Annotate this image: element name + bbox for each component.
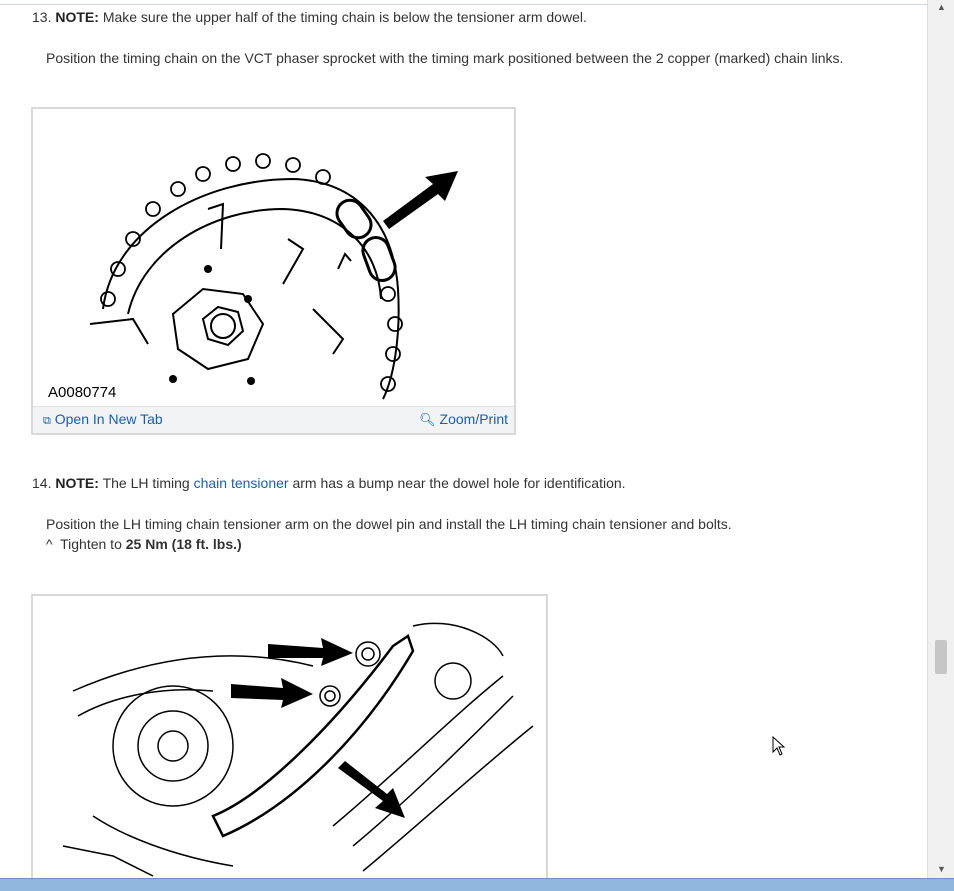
step-14-note: 14. NOTE: The LH timing chain tensioner arm has a bump near the dowel hole for identification.: [32, 475, 626, 491]
mouse-cursor-icon: [772, 736, 786, 756]
step-13-note: [32, 8, 587, 26]
top-divider: [0, 0, 928, 5]
vertical-scrollbar[interactable]: [927, 0, 954, 878]
magnifier-icon: 🔍︎: [419, 412, 436, 427]
chain-tensioner-link[interactable]: chain tensioner: [193, 475, 289, 491]
torque-value: 25 Nm (18 ft. lbs.): [125, 536, 242, 552]
step-number: 13.: [32, 9, 52, 25]
figure-lh-tensioner: [31, 594, 548, 878]
figure-timing-chain: [31, 107, 516, 435]
figure-code: A0080774: [48, 384, 117, 401]
figure-toolbar: [33, 406, 514, 433]
zoom-print-link[interactable]: 🔍︎ Zoom/Print: [419, 411, 508, 427]
scroll-up-icon[interactable]: ▲: [937, 2, 946, 12]
window-bottom-frame: [0, 878, 954, 891]
note-label: NOTE:: [55, 9, 99, 25]
step-13-body: Position the timing chain on the VCT phaser sprocket with the timing mark positioned between the 2 copper (marked) chain links.: [46, 50, 844, 66]
timing-chain-illustration: [33, 109, 514, 405]
open-in-new-tab-link[interactable]: ⧉ Open In New Tab: [43, 411, 163, 427]
step-14-body: Position the LH timing chain tensioner arm on the dowel pin and install the LH timing chain tensioner and bolts.: [46, 516, 732, 532]
note-text: Make sure the upper half of the timing chain is below the tensioner arm dowel.: [102, 9, 587, 25]
new-tab-icon: ⧉: [43, 415, 51, 427]
tensioner-illustration: [33, 596, 546, 878]
scrollbar-thumb[interactable]: [935, 640, 947, 674]
torque-spec: ^ Tighten to 25 Nm (18 ft. lbs.): [46, 536, 242, 552]
note-label: NOTE:: [55, 475, 99, 491]
scroll-down-icon[interactable]: ▼: [937, 864, 946, 874]
step-number: 14.: [32, 475, 52, 491]
